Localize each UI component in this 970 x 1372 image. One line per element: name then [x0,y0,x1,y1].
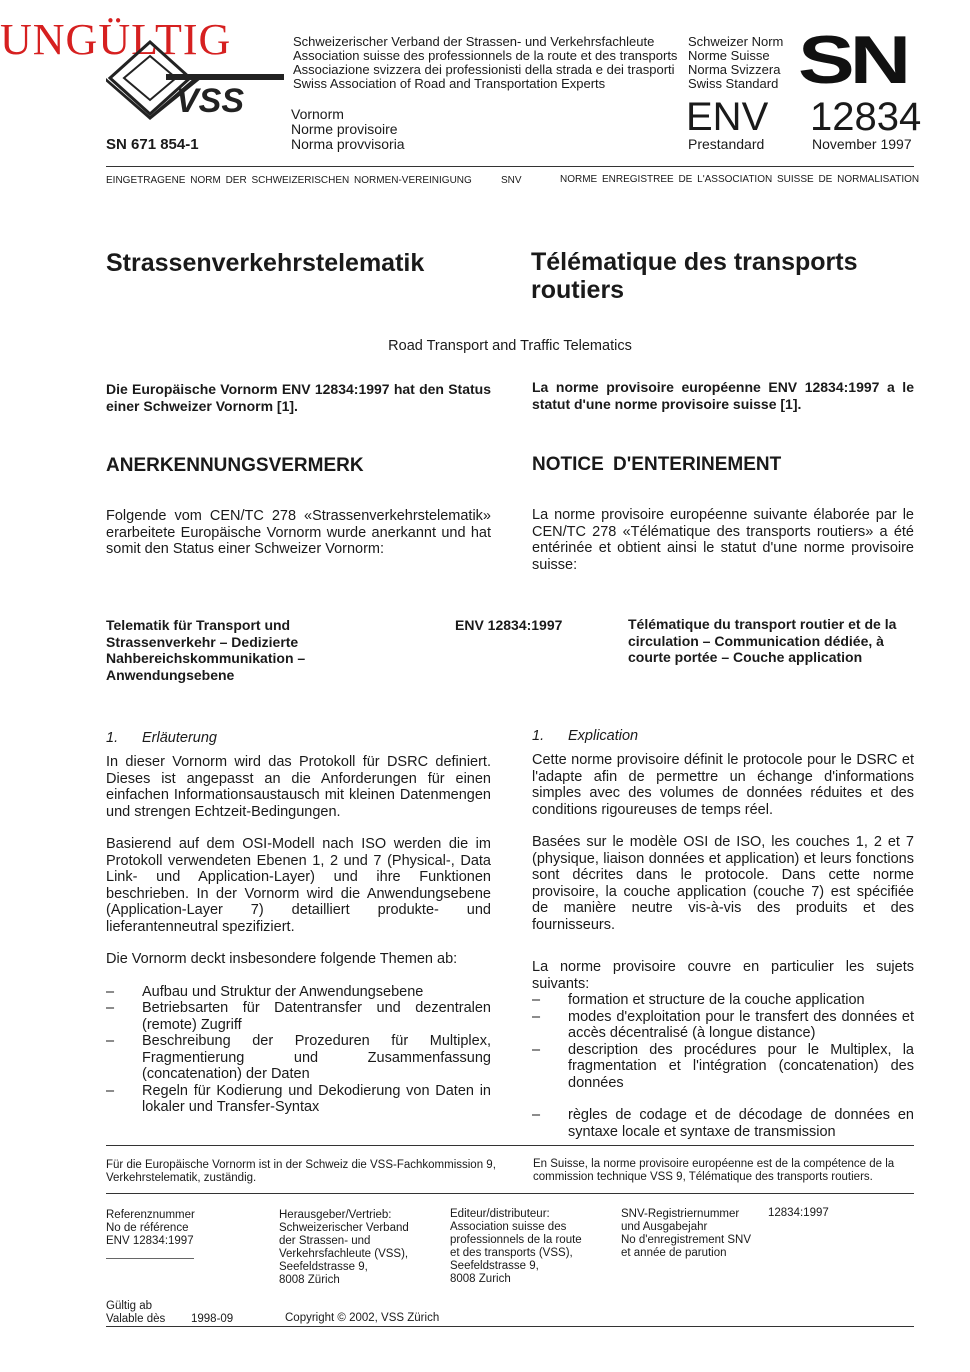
ref-line: ENV 12834:1997 [106,1235,194,1247]
publisher-line: et des transports (VSS), [450,1247,573,1259]
publisher-line: Association suisse des [450,1221,567,1233]
standard-code: ENV 12834:1997 [455,617,563,633]
responsibility-fr: En Suisse, la norme provisoire européenne est de la compétence de la commission technique VSS 9, Télématique des transports routiers. [533,1158,895,1183]
list-item: – modes d'exploitation pour le transfert des données et accès décentralisé (à longue distance) [532,1009,914,1042]
reference-block [106,1209,195,1248]
vss-logo [106,40,286,120]
snv-line: No d'enregistrement SNV [621,1234,752,1246]
publisher-line: 8008 Zurich [450,1273,511,1285]
footer-divider-mid [106,1193,914,1194]
footer-divider-top [106,1145,914,1146]
valid-from-date: 1998-09 [191,1313,234,1325]
recognition-text-de: Folgende vom CEN/TC 278 «Strassenverkehrstelematik» erarbeitete Europäische Vornorm wurde anerkannt und hat somit den Status einer Schweizer Vornorm: [106,508,491,557]
publisher-line: Editeur/distributeur: [450,1208,550,1220]
sn-number: SN 671 854-1 [106,136,199,153]
section-title: Erläuterung [142,730,217,746]
list-item: – formation et structure de la couche application [532,992,914,1009]
registration-mid: SNV [501,175,522,186]
norm-line: Swiss Standard [688,76,779,91]
provisional-block [291,107,405,152]
recognition-heading-fr: NOTICE D'ENTERINEMENT [532,454,782,475]
list-item: – Betriebsarten für Datentransfer und dezentralen (remote) Zugriff [106,1000,491,1033]
section-number: 1. [532,728,545,744]
explanation-fr [532,728,914,1140]
header-divider [106,166,914,167]
status-fr: La norme provisoire européenne ENV 12834:1997 a le statut d'une norme provisoire suisse [1]. [532,379,914,412]
publisher-line: Verkehrsfachleute (VSS), [279,1248,409,1260]
prov-line: Norma provvisoria [291,136,405,152]
norm-line: Norme Suisse [688,48,770,63]
standard-title-fr: Télématique du transport routier et de la circulation – Communication dédiée, à courte portée – Couche application [628,616,897,665]
topic-list-de [106,984,491,1116]
publisher-line: der Strassen- und [279,1235,371,1247]
list-item: – Aufbau und Struktur der Anwendungsebene [106,984,491,1001]
explanation-heading-de [106,730,491,746]
sn-logo: SN [798,22,907,98]
publisher-line: Seefeldstrasse 9, [279,1261,368,1273]
title-de: Strassenverkehrstelematik [106,249,425,277]
footer-divider-bottom [106,1326,914,1327]
prestandard-label: Prestandard [688,136,765,152]
paragraph: In dieser Vornorm wird das Protokoll für DSRC definiert. Dieses ist angepasst an die Anforderungen für einen einfachen Informationsaustausch mit kleinen Datenmengen und strengen Echtzeit-Bedingungen. [106,754,491,820]
assoc-line: Association suisse des professionnels de la route et des transports [293,48,678,63]
snv-value: 12834:1997 [768,1207,829,1219]
assoc-line: Associazione svizzera dei professionisti della strada e dei trasporti [293,62,675,77]
paragraph: La norme provisoire couvre en particulier les sujets suivants: [532,959,914,992]
ref-line: Referenznummer [106,1209,195,1221]
env-number: 12834 [810,95,922,139]
copyright: Copyright © 2002, VSS Zürich [285,1312,440,1324]
norm-line: Schweizer Norm [688,34,784,49]
list-item: – règles de codage et de décodage de données en syntaxe locale et syntaxe de transmission [532,1107,914,1140]
explanation-heading-fr [532,728,914,744]
responsibility-de: Für die Europäische Vornorm ist in der Schweiz die VSS-Fachkommission 9, Verkehrstelematik, zuständig. [106,1159,496,1184]
topic-list-fr [532,992,914,1140]
snv-registration [621,1208,751,1260]
recognition-text-fr: La norme provisoire européenne suivante élaborée par le CEN/TC 278 «Télématique des transports routiers» a été entérinée et obtient ainsi le statut d'une norme provisoire suisse: [532,507,914,573]
publisher-fr [450,1208,582,1286]
publisher-line: Seefeldstrasse 9, [450,1260,539,1272]
title-fr: Télématique des transports routiers [531,248,858,304]
recognition-heading-de: ANERKENNUNGSVERMERK [106,455,364,476]
list-item: – Regeln für Kodierung und Dekodierung von Daten in lokaler und Transfer-Syntax [106,1083,491,1116]
norm-line: Norma Svizzera [688,62,781,77]
paragraph: Die Vornorm deckt insbesondere folgende Themen ab: [106,951,458,967]
publisher-line: 8008 Zürich [279,1274,340,1286]
standard-title-de: Telematik für Transport und Strassenverkehr – Dedizierte Nahbereichskommunikation – Anwendungsebene [106,617,306,683]
publisher-line: professionnels de la route [450,1234,582,1246]
paragraph: Cette norme provisoire définit le protocole pour le DSRC et l'adapte afin de permettre un échange d'informations simples avec des volumes de données réduites et des conditions rigoureuses de temps réel. [532,752,914,818]
publisher-line: Herausgeber/Vertrieb: [279,1209,392,1221]
valid-label-de: Gültig ab [106,1300,153,1312]
env-label: ENV [686,95,769,139]
assoc-line: Schweizerischer Verband der Strassen- und Verkehrsfachleute [293,34,655,49]
registration-right: NORME ENREGISTREE DE L'ASSOCIATION SUISSE DE NORMALISATION [560,174,920,185]
section-number: 1. [106,730,119,746]
ref-line: No de référence [106,1222,189,1234]
valid-from-label [106,1300,165,1326]
association-block [293,35,683,91]
valid-label-fr: Valable dès [106,1313,166,1325]
registration-left: EINGETRAGENE NORM DER SCHWEIZERISCHEN NORMEN-VEREINIGUNG [106,175,472,186]
list-item: – description des procédures pour le Multiplex, la fragmentation et l'intégration (concatenation) des données [532,1042,914,1092]
paragraph: Basées sur le modèle OSI de ISO, les couches 1, 2 et 7 (physique, liaison données et application) et leurs fonctions sont décrites dans le protocole. Dans cette norme provisoire, la couche application (couche 7) est spécifiée de manière neutre vis-à-vis des produits et des fournisseurs. [532,834,914,933]
norm-type-block [688,35,783,91]
prov-line: Vornorm [291,106,344,122]
explanation-de [106,730,491,1116]
snv-line: et année de parution [621,1247,727,1259]
status-de: Die Europäische Vornorm ENV 12834:1997 hat den Status einer Schweizer Vornorm [1]. [106,381,491,414]
section-title: Explication [568,728,639,744]
title-en: Road Transport and Traffic Telematics [388,338,632,354]
paragraph: Basierend auf dem OSI-Modell nach ISO werden die im Protokoll verwendeten Ebenen 1, 2 und 7 (Physical-, Data Link- und Application-Layer) und ihre Funktionen beschrieben. In der Vornorm wird die Anwendungsebene (Application-Layer 7) detailliert produkte- und lieferantenneutral spezifiziert. [106,836,491,935]
reference-underline [106,1258,194,1259]
snv-line: und Ausgabejahr [621,1221,708,1233]
assoc-line: Swiss Association of Road and Transportation Experts [293,76,606,91]
invalid-stamp: UNGÜLTIG [0,15,232,64]
list-item: – Beschreibung der Prozeduren für Multiplex, Fragmentierung und Zusammenfassung (concatenation) der Daten [106,1033,491,1083]
snv-line: SNV-Registriernummer [621,1208,740,1220]
publisher-line: Schweizerischer Verband [279,1222,409,1234]
svg-text:VSS: VSS [176,82,245,120]
publication-date: November 1997 [812,136,912,152]
prov-line: Norme provisoire [291,121,398,137]
publisher-de [279,1209,409,1287]
